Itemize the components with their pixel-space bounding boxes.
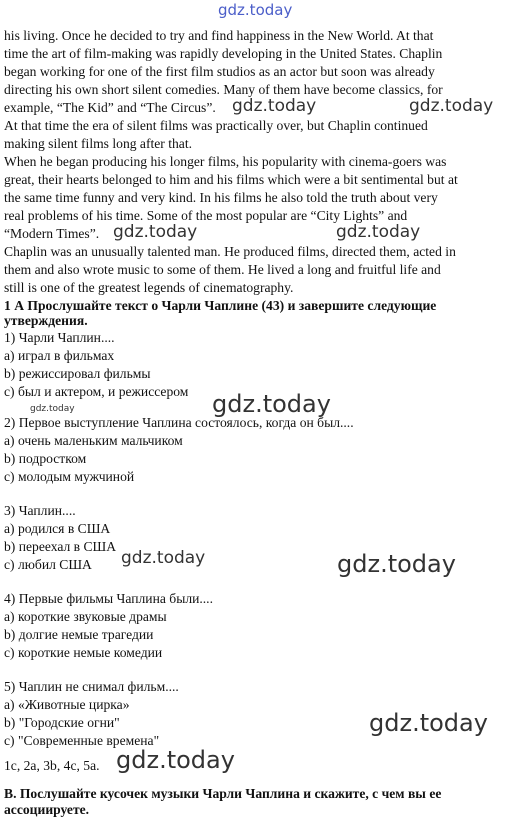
question-option: b) подростком <box>4 451 87 466</box>
passage-line: still is one of the greatest legends of cinematography. <box>4 280 294 295</box>
watermark: gdz.today <box>232 96 317 116</box>
watermark: gdz.today <box>409 96 494 116</box>
question-stem: 4) Первые фильмы Чаплина были.... <box>4 591 213 606</box>
question-option: c) был и актером, и режиссером <box>4 384 189 399</box>
watermark: gdz.today <box>212 390 331 418</box>
question-option: c) короткие немые комедии <box>4 645 163 660</box>
passage-line: began working for one of the first film studios as an actor but soon was already <box>4 64 435 79</box>
question-option: c) "Современные времена" <box>4 733 160 748</box>
passage-line: real problems of his time. Some of the most popular are “City Lights” and <box>4 208 408 223</box>
question-stem: 5) Чаплин не снимал фильм.... <box>4 679 179 694</box>
watermark: gdz.today <box>336 222 421 242</box>
question-option: c) молодым мужчиной <box>4 469 135 484</box>
question-option: b) режиссировал фильмы <box>4 366 151 381</box>
passage-line: the same time funny and very kind. In his films he also told the truth about very <box>4 190 438 205</box>
question-option: a) короткие звуковые драмы <box>4 609 167 624</box>
question-option: b) долгие немые трагедии <box>4 627 154 642</box>
passage-line: great, their hearts belonged to him and his films which were a bit sentimental but at <box>4 172 458 187</box>
watermark: gdz.today <box>121 548 206 568</box>
question-stem: 2) Первое выступление Чаплина состоялось, когда он был.... <box>4 415 354 430</box>
taskB-heading: ассоциируете. <box>4 802 90 817</box>
passage-line: time the art of film-making was rapidly developing in the United States. Chaplin <box>4 46 443 61</box>
question-option: c) любил США <box>4 557 92 572</box>
passage-line: his living. Once he decided to try and find happiness in the New World. At that <box>4 28 434 43</box>
question-stem: 3) Чаплин.... <box>4 503 76 518</box>
passage-line: directing his own short silent comedies. Many of them have become classics, for <box>4 82 443 97</box>
watermark: gdz.today <box>337 550 456 578</box>
passage-line: Chaplin was an unusually talented man. He produced films, directed them, acted in <box>4 244 456 259</box>
question-option: a) очень маленьким мальчиком <box>4 433 183 448</box>
question-stem: 1) Чарли Чаплин.... <box>4 330 115 345</box>
passage-line: At that time the era of silent films was practically over, but Chaplin continued <box>4 118 428 133</box>
watermark: gdz.today <box>113 222 198 242</box>
answer-key: 1c, 2a, 3b, 4c, 5a. <box>4 758 100 773</box>
passage-line: example, “The Kid” and “The Circus”. <box>4 100 216 115</box>
task1-heading: утверждения. <box>4 313 88 328</box>
passage-line: making silent films long after that. <box>4 136 193 151</box>
question-option: b) "Городские огни" <box>4 715 120 730</box>
taskB-heading: В. Послушайте кусочек музыки Чарли Чаплина и скажите, с чем вы ее <box>4 786 442 801</box>
passage-line: them and also wrote music to some of them. He lived a long and fruitful life and <box>4 262 441 277</box>
question-option: a) родился в США <box>4 521 111 536</box>
watermark-top: gdz.today <box>218 1 293 19</box>
question-option: a) играл в фильмах <box>4 348 115 363</box>
watermark: gdz.today <box>369 709 488 737</box>
watermark: gdz.today <box>30 404 75 414</box>
watermark: gdz.today <box>116 746 235 774</box>
question-option: a) «Животные цирка» <box>4 697 130 712</box>
task1-heading: 1 А Прослушайте текст о Чарли Чаплине (43) и завершите следующие <box>4 298 437 313</box>
passage-line: “Modern Times”. <box>4 226 100 241</box>
passage-line: When he began producing his longer films, his popularity with cinema-goers was <box>4 154 447 169</box>
question-option: b) переехал в США <box>4 539 117 554</box>
